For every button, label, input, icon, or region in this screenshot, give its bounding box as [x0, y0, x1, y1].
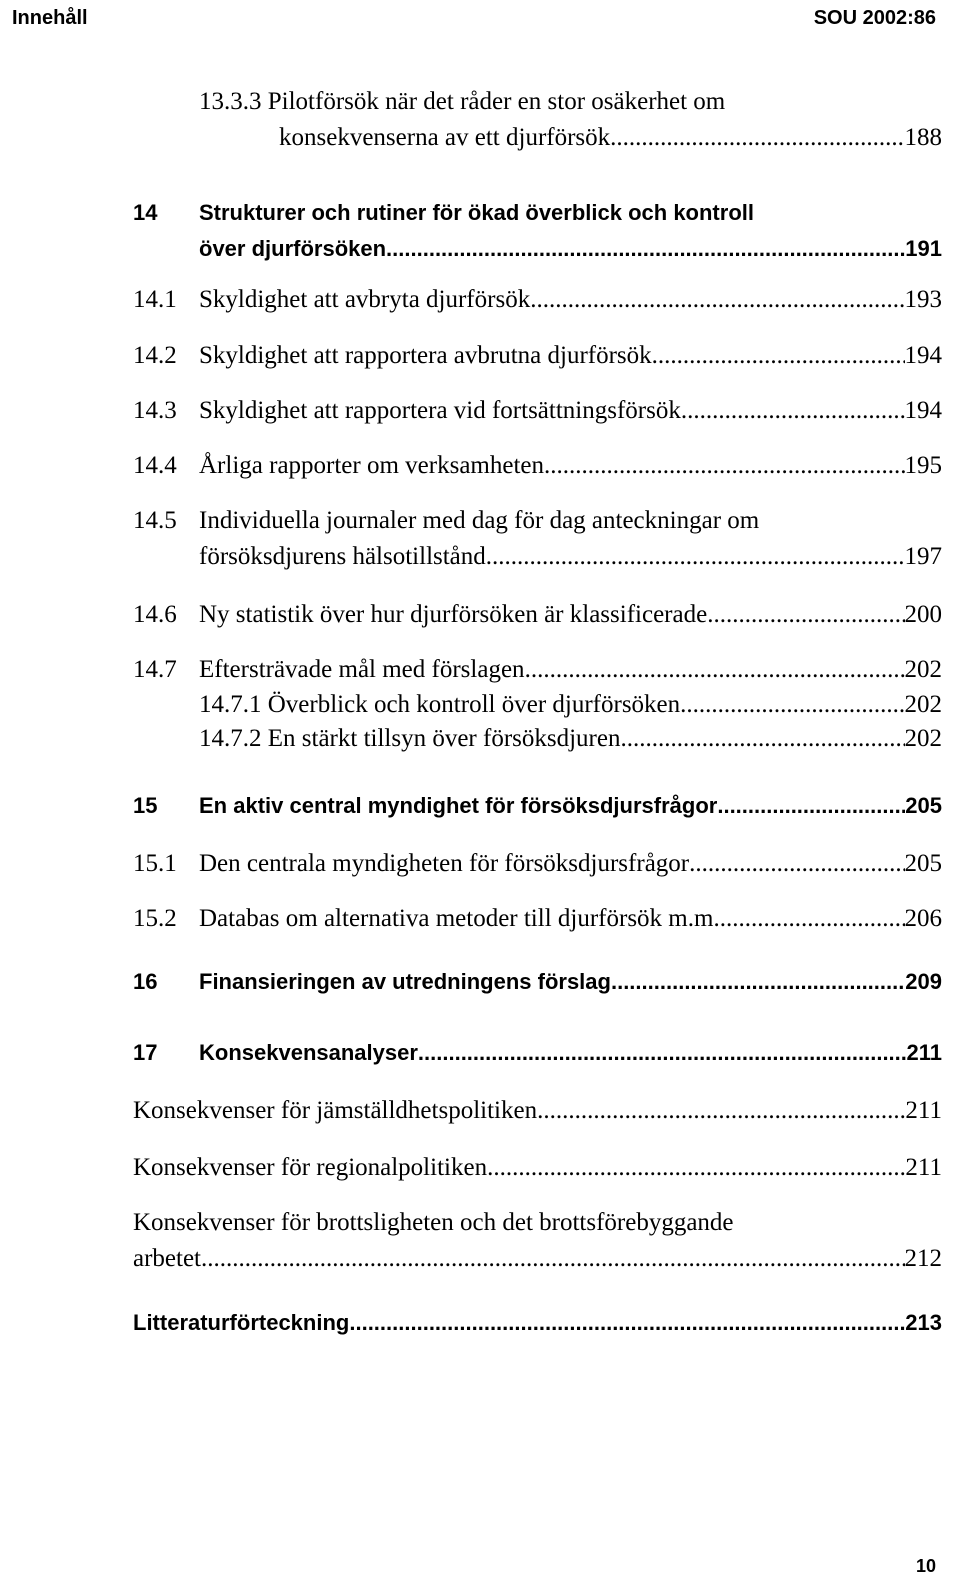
toc-leader — [689, 846, 904, 882]
toc-page-number: 195 — [904, 452, 942, 479]
toc-entry-chapter-17 — [133, 1035, 942, 1071]
toc-page-number: 202 — [904, 725, 942, 752]
toc-page-number: 209 — [905, 969, 942, 994]
toc-page-number: 191 — [905, 236, 942, 261]
toc-title: Konsekvenser för jämställdhetspolitiken — [133, 1097, 538, 1124]
toc-title-continued: konsekvenserna av ett djurförsök — [279, 124, 611, 151]
toc-number: 14.3 — [133, 397, 177, 424]
toc-leader — [652, 338, 905, 374]
toc-number: 15.2 — [133, 905, 177, 932]
toc-page-number: 197 — [904, 543, 942, 570]
toc-number: 14.4 — [133, 452, 177, 479]
toc-title: En stärkt tillsyn över försöksdjuren — [267, 725, 621, 752]
page-number: 10 — [915, 1556, 936, 1576]
toc-number: 14.2 — [133, 342, 177, 369]
toc-title: Ny statistik över hur djurförsöken är klassificerade — [199, 601, 708, 628]
toc-number: 14.6 — [133, 601, 177, 628]
toc-number: 14.7.1 — [199, 691, 262, 718]
toc-title: Skyldighet att avbryta djurförsök — [199, 286, 531, 313]
toc-title: Skyldighet att rapportera vid fortsättningsförsök — [199, 397, 681, 424]
toc-page-number: 211 — [905, 1097, 942, 1124]
toc-entry-14-7 — [133, 652, 942, 688]
toc-page-number: 194 — [904, 397, 942, 424]
toc-page-number: 213 — [905, 1310, 942, 1335]
toc-number: 14.5 — [133, 507, 177, 534]
toc-entry-15-1 — [133, 846, 942, 882]
toc-page-number: 188 — [904, 124, 942, 151]
toc-title: Individuella journaler med dag för dag anteckningar om — [199, 507, 760, 534]
toc-page-number: 194 — [904, 342, 942, 369]
toc-entry-14-6 — [133, 597, 942, 633]
toc-title-continued: över djurförsöken — [199, 236, 387, 261]
toc-entry-regional-policy — [133, 1150, 942, 1186]
toc-number: 14.7 — [133, 656, 177, 683]
toc-title-continued: arbetet — [133, 1245, 202, 1272]
toc-title: En aktiv central myndighet för försöksdjursfrågor — [199, 793, 718, 818]
toc-page-number: 211 — [905, 1154, 942, 1181]
toc-entry-14-1 — [133, 282, 942, 318]
toc-leader — [201, 1241, 904, 1277]
toc-entry-14-4 — [133, 448, 942, 484]
toc-entry-gender-equality — [133, 1093, 942, 1129]
toc-page-number: 202 — [904, 656, 942, 683]
toc-title-continued: försöksdjurens hälsotillstånd — [199, 543, 486, 570]
toc-title: Den centrala myndigheten för försöksdjursfrågor — [199, 850, 690, 877]
toc-number: 16 — [133, 969, 158, 994]
toc-page-number: 212 — [904, 1245, 942, 1272]
toc-page-number: 206 — [904, 905, 942, 932]
toc-entry-chapter-16 — [133, 964, 942, 1000]
toc-title: Litteraturförteckning — [133, 1310, 350, 1335]
toc-entry-15-2 — [133, 901, 942, 937]
toc-title: Konsekvensanalyser — [199, 1040, 418, 1065]
toc-leader — [610, 120, 904, 156]
toc-page-number: 211 — [906, 1040, 942, 1065]
toc-number: 14.7.2 — [199, 725, 262, 752]
toc-title: Finansieringen av utredningens förslag — [199, 969, 611, 994]
toc-entry-14-7-2 — [199, 721, 942, 757]
toc-entry-14-2 — [133, 338, 942, 374]
running-header-section: Innehåll — [12, 7, 88, 29]
toc-entry-13-3-3 — [199, 84, 942, 156]
toc-title: Konsekvenser för regionalpolitiken — [133, 1154, 488, 1181]
toc-entry-14-7-1 — [199, 687, 942, 723]
toc-leader — [544, 448, 904, 484]
toc-title: Överblick och kontroll över djurförsöken — [267, 691, 681, 718]
toc-entry-chapter-15 — [133, 788, 942, 824]
toc-title: Skyldighet att rapportera avbrutna djurförsök — [199, 342, 652, 369]
toc-number: 14 — [133, 200, 158, 225]
running-header-report-id: SOU 2002:86 — [813, 7, 936, 29]
toc-entry-bibliography — [133, 1305, 942, 1341]
toc-title: Konsekvenser för brottsligheten och det brottsförebyggande — [133, 1209, 734, 1236]
toc-leader — [487, 1150, 905, 1186]
toc-title: Årliga rapporter om verksamheten — [199, 452, 545, 479]
toc-entry-14-3 — [133, 393, 942, 429]
toc-title: Eftersträvade mål med förslagen — [199, 656, 525, 683]
toc-number: 15 — [133, 793, 158, 818]
toc-title: Databas om alternativa metoder till djurförsök m.m. — [199, 905, 720, 932]
toc-number: 15.1 — [133, 850, 177, 877]
toc-leader — [611, 964, 905, 1000]
toc-leader — [680, 687, 904, 723]
toc-page-number: 202 — [904, 691, 942, 718]
toc-entry-crime-prevention — [133, 1205, 942, 1277]
toc-leader — [530, 282, 904, 318]
toc-leader — [537, 1093, 905, 1129]
toc-page-number: 193 — [904, 286, 942, 313]
toc-leader — [707, 597, 904, 633]
toc-number: 14.1 — [133, 286, 177, 313]
toc-title: Strukturer och rutiner för ökad överblick och kontroll — [199, 200, 754, 225]
toc-leader — [418, 1035, 907, 1071]
toc-leader — [386, 231, 905, 267]
toc-leader — [720, 901, 905, 937]
toc-page-number: 205 — [904, 850, 942, 877]
toc-leader — [620, 721, 904, 757]
toc-leader — [486, 539, 905, 575]
toc-number: 17 — [133, 1040, 158, 1065]
toc-leader — [717, 788, 905, 824]
toc-entry-14-5 — [133, 503, 942, 575]
toc-page-number: 200 — [904, 601, 942, 628]
toc-leader — [525, 652, 905, 688]
toc-page-number: 205 — [905, 793, 942, 818]
toc-entry-chapter-14 — [133, 195, 942, 267]
toc-leader — [681, 393, 905, 429]
toc-title: Pilotförsök när det råder en stor osäkerhet om — [267, 88, 726, 115]
toc-leader — [349, 1305, 905, 1341]
toc-number: 13.3.3 — [199, 88, 262, 115]
